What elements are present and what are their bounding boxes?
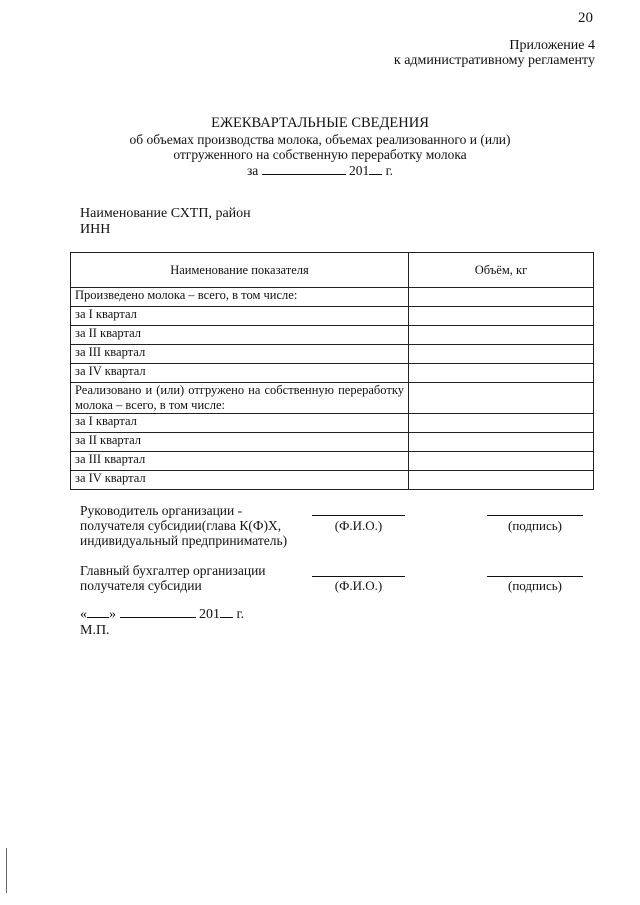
table-row: [71, 414, 594, 433]
row-label: за I квартал: [71, 307, 409, 326]
table-row: [71, 307, 594, 326]
period-prefix: за: [246, 162, 259, 178]
date-close-quote: »: [109, 607, 116, 622]
date-year: 201: [199, 607, 220, 622]
row-label: за III квартал: [71, 452, 409, 471]
document-title-block: [0, 116, 640, 178]
accountant-signature-label: [80, 563, 266, 593]
month-blank-field[interactable]: [120, 606, 196, 618]
date-open-quote: «: [80, 607, 87, 622]
organization-info: [80, 206, 251, 238]
row-label: за II квартал: [71, 326, 409, 345]
year-blank-field[interactable]: [369, 163, 382, 175]
table-row: [71, 433, 594, 452]
table-row: [71, 452, 594, 471]
accountant-signature-field[interactable]: [487, 576, 583, 577]
row-value-cell[interactable]: [409, 414, 594, 433]
volume-header: Объём, кг: [409, 253, 594, 288]
row-label: за III квартал: [71, 345, 409, 364]
head-signature-field[interactable]: [487, 515, 583, 516]
document-title: ЕЖЕКВАРТАЛЬНЫЕ СВЕДЕНИЯ: [211, 115, 429, 131]
head-signature-line-3: индивидуальный предприниматель): [80, 533, 288, 548]
period-year: 201: [349, 162, 370, 178]
row-value-cell[interactable]: [409, 433, 594, 452]
org-name-label: Наименование СХТП, район: [80, 206, 251, 221]
document-subtitle-line-1: об объемах производства молока, объемах реализованного и (или): [129, 131, 511, 147]
head-signature-line-2: получателя субсидии(глава К(Ф)Х,: [80, 518, 282, 533]
day-blank-field[interactable]: [87, 606, 109, 618]
document-subtitle-line-2: отгруженного на собственную переработку молока: [173, 147, 467, 162]
row-label: за IV квартал: [71, 471, 409, 490]
date-year-blank-field[interactable]: [220, 606, 233, 618]
table-row: [71, 471, 594, 490]
row-label: за I квартал: [71, 414, 409, 433]
signature-date: [80, 606, 244, 623]
date-suffix: г.: [236, 607, 245, 622]
page-number: 20: [578, 10, 593, 26]
period-suffix: г.: [385, 162, 394, 178]
accountant-signature-line-2: получателя субсидии: [80, 578, 202, 593]
row-value-cell[interactable]: [409, 383, 594, 414]
accountant-fio-caption: (Ф.И.О.): [334, 578, 383, 593]
row-value-cell[interactable]: [409, 345, 594, 364]
head-signature-line-1: Руководитель организации -: [80, 503, 243, 518]
table-row: [71, 345, 594, 364]
row-label: Реализовано и (или) отгружено на собственную переработку молока – всего, в том числе:: [71, 383, 409, 414]
accountant-sign-caption: (подпись): [508, 578, 562, 593]
head-fio-field[interactable]: [312, 515, 405, 516]
row-label: за IV квартал: [71, 364, 409, 383]
table-row: [71, 364, 594, 383]
inn-label: ИНН: [80, 222, 111, 237]
accountant-signature-line-1: Главный бухгалтер организации: [80, 563, 266, 578]
appendix-line-1: Приложение 4: [509, 38, 595, 53]
table-row: [71, 288, 594, 307]
head-fio-caption: (Ф.И.О.): [334, 518, 383, 533]
row-value-cell[interactable]: [409, 326, 594, 345]
indicator-header: Наименование показателя: [71, 253, 409, 288]
scan-margin-mark: [6, 848, 7, 893]
row-value-cell[interactable]: [409, 471, 594, 490]
report-table: [70, 252, 594, 490]
accountant-fio-field[interactable]: [312, 576, 405, 577]
row-value-cell[interactable]: [409, 452, 594, 471]
row-label: Произведено молока – всего, в том числе:: [71, 288, 409, 307]
head-sign-caption: (подпись): [508, 518, 562, 533]
appendix-heading: [394, 38, 595, 68]
row-label: за II квартал: [71, 433, 409, 452]
stamp-place-label: М.П.: [80, 623, 110, 638]
table-row: [71, 326, 594, 345]
appendix-line-2: к административному регламенту: [393, 53, 595, 68]
row-value-cell[interactable]: [409, 307, 594, 326]
row-value-cell[interactable]: [409, 364, 594, 383]
reporting-period: [0, 163, 640, 179]
head-signature-label: [80, 503, 287, 548]
period-blank-field[interactable]: [262, 163, 346, 175]
table-row: [71, 383, 594, 414]
table-header-row: [71, 253, 594, 288]
row-value-cell[interactable]: [409, 288, 594, 307]
